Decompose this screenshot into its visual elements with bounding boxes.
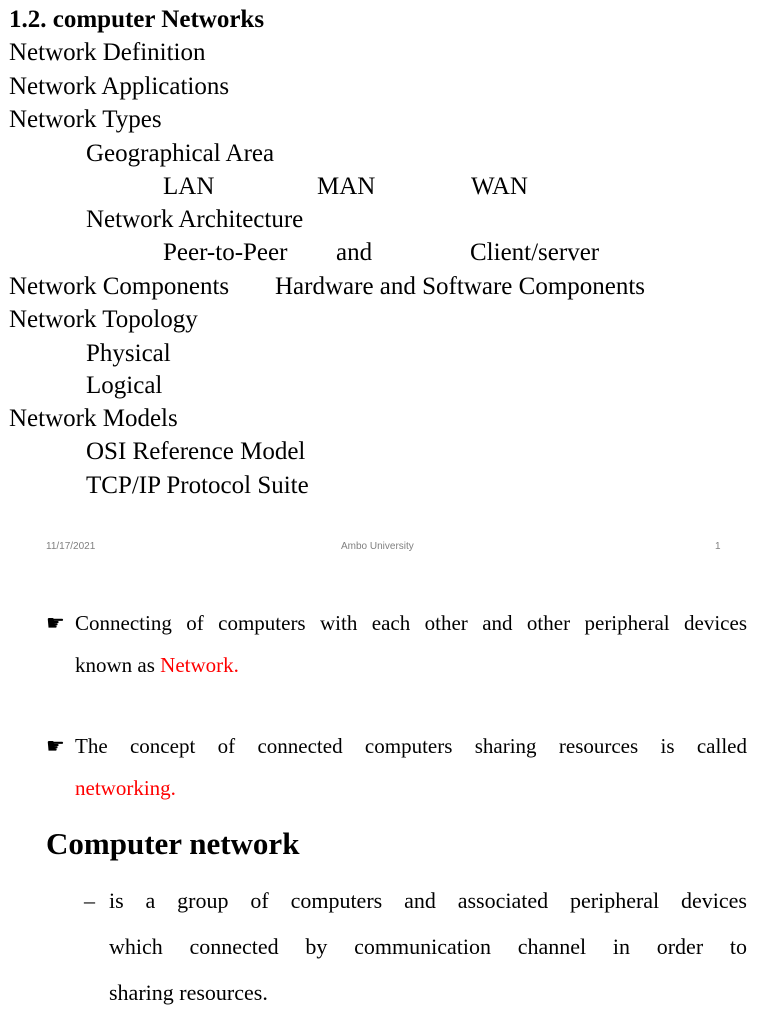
bullet1-line1: Connecting of computers with each other and other peripheral devices [75,611,747,635]
outline-item-components: Network Components [9,273,230,300]
outline-item-definition: Network Definition [9,39,206,66]
outline-item-types: Network Types [9,106,162,133]
dash-bullet: – [84,888,95,913]
outline-components-detail: Hardware and Software Components [275,273,646,300]
footer-institution: Ambo University [341,541,414,552]
outline-and: and [336,239,373,266]
definition-line3: sharing resources. [109,980,268,1005]
outline-wan: WAN [471,173,528,200]
outline-man: MAN [317,173,376,200]
definition-line1: is a group of computers and associated peripheral devices [109,888,747,913]
bullet1-line2 [75,651,747,679]
bullet2-line1: The concept of connected computers sharing resources is called [75,734,747,758]
pointing-hand-bullet-icon: ☛ [46,734,65,758]
slide-title: 1.2. computer Networks [9,6,265,33]
outline-subitem-osi: OSI Reference Model [86,438,306,465]
section-heading: Computer network [46,826,300,861]
bullet1-prefix: known as [75,653,161,677]
outline-subitem-architecture: Network Architecture [86,206,304,233]
outline-item-applications: Network Applications [9,73,230,100]
outline-subitem-geo-area: Geographical Area [86,140,275,167]
footer-page-number: 1 [715,541,721,552]
networking-highlight: networking. [75,776,176,800]
outline-subitem-physical: Physical [86,340,171,367]
outline-lan: LAN [163,173,215,200]
outline-item-topology: Network Topology [9,306,198,333]
outline-subitem-logical: Logical [86,372,163,399]
outline-p2p: Peer-to-Peer [163,239,288,266]
outline-item-models: Network Models [9,405,178,432]
outline-subitem-tcpip: TCP/IP Protocol Suite [86,472,309,499]
outline-client-server: Client/server [470,239,600,266]
definition-line2: which connected by communication channel in order to [109,934,747,959]
network-highlight: Network. [160,653,239,677]
pointing-hand-bullet-icon: ☛ [46,611,65,635]
footer-date: 11/17/2021 [46,541,96,552]
